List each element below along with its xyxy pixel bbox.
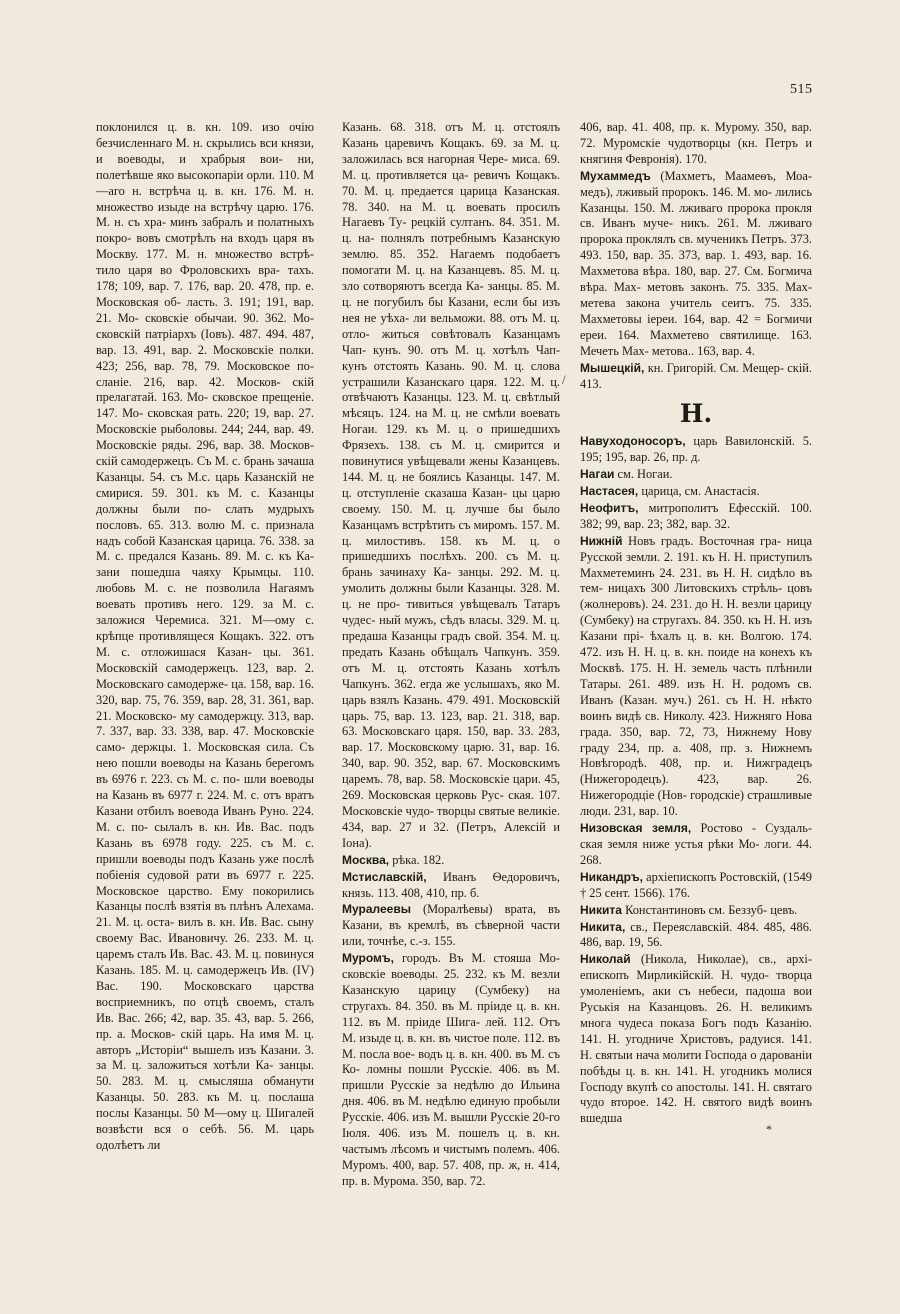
entry-text: (Никола, Николае), св., архі- епископъ Мирликійскій. Н. чудо- творца умоленіемъ, аки съ небеси, падоша вои Руськія на Казанцовъ. 26. Н. великимъ многа чудеса показа Богъ подъ Казанію. 141. Н. угодниче Христовъ, радуися. 141. Н. святыи нача молити Господа о дарованіи побѣды ц. в. кн. 141. Н. угодникъ молися Господу вкупѣ со апостолы. 141. Н. святаго чудо второе. 142. Н. святого видѣ воинъ вшедша xyxy=(580,952,812,1126)
entry-text: Новъ градъ. Восточная гра- ница Русской земли. 2. 191. къ Н. Н. приступилъ Махметеминъ 24. 231. въ Н. Н. сидѣло въ тем- ницахъ 300 Литовскихъ стрѣль- цовъ (жолнеровъ). 24. 231. до Н. Н. везли царицу (Сумбеку) на стругахъ. 84. 350. къ Н. Н. изъ Казани прі- ѣхалъ ц. в. кн. Волгою. 174. 472. изъ Н. Н. ц. в. кн. поиде на конехъ къ Москвѣ. 175. Н. Н. земель часть плѣнили Татары. 261. 489. изъ Н. Н. родомъ св. Иванъ (Казан. муч.) 261. съ Н. Н. нѣкто воинъ видѣ св. Николу. 423. Нижняго Нова града. 350, вар. 72, 73, Нижнему Нову граду 234, пр. а. 408, пр. з. Нижнемъ Новѣгородѣ. 408, пр. и. Нижградецъ (Нижегородецъ). 423, вар. 26. Нижегородціе (Нов- городскіе) страшливые люди. 231, вар. 10. xyxy=(580,533,812,819)
index-entry xyxy=(580,821,812,869)
entry-headword: Николай xyxy=(580,952,631,967)
entry-text: царица, см. Анастасія. xyxy=(641,484,760,499)
entry-text: Константиновъ см. Беззуб- цевъ. xyxy=(625,902,798,917)
column-2 xyxy=(342,120,560,1191)
asterisk-mark: * xyxy=(766,1122,772,1136)
entry-headword: Муралеевы xyxy=(342,902,411,917)
entry-text: Ростово - Суздаль- ская земля ниже устья рѣки Мо- логи. 44. 268. xyxy=(580,821,812,867)
entry-text: Казань. 68. 318. отъ М. ц. отстоялъ Казань царевичъ Кощакъ. 69. за М. ц. заложилась вся нагорная Чере- миса. 69. М. ц. противляется ца- ревичъ Кощакъ. 70. М. ц. предается царица Казанская. 78. 340. на М. ц. воевать просилъ Нагаевъ Ту- рецкій султанъ. 84. 351. М. ц. на- полнялъ потребнымъ Казанскую землю. 85. 352. Нагаемъ подобаетъ помогати М. ц. на Казанцевъ. 85. М. ц. зло сотворяютъ всегда Ка- занцы. 85. М. ц. не погубилъ бы Казани, если бы изъ нея не уѣха- ли вельможи. 88. отъ М. ц. отло- житься совѣтовалъ Казанцамъ Чап- кунъ. 90. отъ М. ц. хотѣлъ Чап- кунъ отстоять Казань. 90. М. ц. слова устрашили Казанскаго царя. 122. М. ц. отвѣчаютъ Казанцы. 123. М. ц. свѣтлый мѣсяцъ. 124. на М. ц. не смѣли воевать Ногаи. 129. къ М. ц. о пришедшихъ Фрязехъ. 138. съ М. ц. смирится и повинутися увѣщевали жены Казанцевъ. 144. М. ц. не боялись Казанцы. 147. М. ц. отступленіе сказаша Казан- цы царю своему. 150. М. ц. лучше бы было Казанцамъ встрѣтить съ миромъ. 157. М. ц. милостивъ. 158. къ М. ц. о пришедшихъ послѣхъ. 200. съ М. ц. брань зачинаху Ка- занцы. 292. М. ц. умолить должны были Казанцы. 328. М. ц. не про- тивиться увѣщевалъ Татаръ чудес- ный мужъ, сѣдъ власы. 329. М. ц. предаша Казанцы градъ свой. 354. М. ц. предать Казань обѣщалъ Чапкунъ. 359. отъ М. ц. отстоять Казань хотѣлъ Чапкунъ. 362. егда же услышахъ, яко М. царь взялъ Казань. 479. 491. Московскій царь. 75, вар. 13. 123, вар. 21. 318, вар. 63. Московскаго царя. 150, вар. 33. 283, вар. 17. Московскому царю. 31, вар. 16. 340, вар. 90. 352, вар. 67. Московскимъ царемъ. 78, вар. 58. Московскіе цари. 45, 269. Московская церковь Рус- ская. 107. Московскіе чудо- творцы святые великіе. 434, вар. 27 и 32. (Петръ, Алексій и Іона). xyxy=(342,120,560,850)
page-number: 515 xyxy=(790,82,813,97)
entry-headword: Москва, xyxy=(342,852,390,867)
entry-text: св., Переяславскій. 484. 485, 486. 486, вар. 19, 56. xyxy=(580,919,812,950)
entry-text: поклонился ц. в. кн. 109. изо очію безчисленнаго М. н. скрылись вси князи, и воеводы, и храбрыя вои- ни, полетѣвше яко высокопаріи орли. 110. М—аго н. встрѣча ц. в. кн. 176. М. н. множество изыде на встрѣчу царю. 176. М. н. съ хра- минъ забралъ и полатныхъ покро- вовъ смотрѣлъ на входъ царя въ Москву. 177. М. н. множество встрѣ- тило царя во Фроловскихъ вра- тахъ. 178; 109, вар. 7. 176, вар. 20. 478, пр. е. Московская об- ласть. 3. 191; 191, вар. 21. Мо- сковскіе обычаи. 90. 362. Мо- сковскій патріархъ (Іовъ). 487. 494. 487, вар. 13. 491, вар. 2. Московскіе полки. 423; 256, вар. 78, 79. Московское по- сланіе. 216, вар. 42. Москов- скій прелагатай. 163. Мо- сковское прещеніе. 147. Мо- сковская рать. 220; 19, вар. 27. Московскіе рыболовы. 244; 244, вар. 49. Московскіе ряды. 296, вар. 38. Москов- скій самодержецъ. Съ М. с. брань зачаша Казанцы. 54. съ М.с. царь Казанскій не смирися. 59. 301. къ М. с. Казанцы должны были по- слать мудрыхъ пословъ. 65. 313. волю М. с. признала надъ собой Казанская царица. 76. 338. за М. с. предался Казань. 89. М. с. къ Ка- зани пошедша чаяху Крымцы. 110. любовь М. с. не позволила Нагаямъ воевать противъ него. 129. за М. с. заложися Черемиса. 321. М—ому с. крѣпце противлящеся Кощакъ. 322. отъ М. с. отложишася Казан- цы. 361. Московскій самодержецъ. 123, вар. 2. Московскаго самодерже- ца. 158, вар. 16. 320, вар. 75, 76. 359, вар. 28, 31. 361, вар. 21. Московско- му самодержцу. 313, вар. 7. 337, вар. 33. 338, вар. 47. Московскіе само- держцы. 1. Московская сила. Съ нею пошли воеводы на Казань берегомъ въ 6976 г. 223. съ М. с. по- шли воеводы на Казань въ 6977 г. 224. М. с. отъ вратъ Казани отбилъ воевода Иванъ Руно. 224. М. с. по- сылалъ в. кн. Ив. Вас. подъ Казань въ 6978 году. 225. съ М. с. пришли воеводы подъ Казань уже послѣ побіенія судовой рати въ 6977 г. 225. Московское царство. Ему покорились Казанцы послѣ взятія въ плѣнъ Алехама. 21. М. ц. оста- вилъ в. кн. Ив. Вас. сыну своему Вас. Ивановичу. 26. 233. М. ц. царемъ сталъ Ив. Вас. 43. М. ц. повинуся Казань. 185. М. ц. самодержецъ Ив. (IV) Вас. 190. Московскаго царства восприемникъ, по отцѣ своемъ, сталъ Ив. Вас. 266; 42, вар. 35. 43, вар. 5. 266, пр. а. Москов- скій царь. На имя М. ц. авторъ „Исторіи“ вышелъ изъ Казани. 3. за М. ц. заложиться хотѣли Ка- занцы. 50. 283. М. ц. смысляша обманути Казанцы. 50. 283. къ М. ц. послаша послы Казанцы. 50 М—ому ц. Шигалей возвѣсти вся о себѣ. 56. М. царь одолѣетъ ли xyxy=(96,120,314,1152)
index-entry xyxy=(96,120,314,1154)
index-entry xyxy=(580,169,812,360)
index-entry xyxy=(342,951,560,1190)
index-entry xyxy=(580,434,812,466)
entry-text: митрополитъ Ефесскій. 100. 382; 99, вар. 23; 382, вар. 32. xyxy=(580,500,812,531)
index-entry xyxy=(580,467,812,483)
column-1 xyxy=(96,120,314,1155)
margin-mark: / xyxy=(562,372,566,387)
entry-headword: Муромъ, xyxy=(342,951,394,966)
entry-headword: Мстиславскій, xyxy=(342,869,427,884)
index-entry xyxy=(580,534,812,820)
entry-headword: Мышецкій, xyxy=(580,360,645,375)
entry-text: (Моралѣевы) врата, въ Казани, въ кремлѣ, въ сѣверной части или, точнѣе, с.-з. 155. xyxy=(342,902,560,949)
entry-headword: Мухаммедъ xyxy=(580,168,651,183)
index-entry xyxy=(580,361,812,393)
entry-text: кн. Григорій. См. Мещер- скій. 413. xyxy=(580,360,812,391)
entry-text: царь Вавилонскій. 5. 195; 195, вар. 26, пр. д. xyxy=(580,434,812,465)
index-entry xyxy=(580,484,812,500)
entry-text: 406, вар. 41. 408, пр. к. Мурому. 350, вар. 72. Муромскіе чудотворцы (кн. Петръ и княгиня Февронія). 170. xyxy=(580,120,812,166)
entry-headword: Настасея, xyxy=(580,484,639,499)
section-letter-heading: Н. xyxy=(679,399,713,429)
index-entry xyxy=(580,120,812,168)
entry-text: см. Ногаи. xyxy=(617,467,673,482)
entry-headword: Никандръ, xyxy=(580,869,643,884)
entry-text: (Махметъ, Маамеѳъ, Моа- медъ), лживый пророкъ. 146. М. мо- лились Казанцы. 150. М. лживаго пророка прокля св. Иванъ муче- никъ. 261. М. лживаго пророка проклялъ св. мученикъ Петръ. 373. 493. 150, вар. 35. 373, вар. 1. 493, вар. 16. Махметова вѣра. 180, вар. 27. См. Богмича вѣра. Мах- метовъ законъ. 75. 335. Мах- метева закона учитель сеитъ. 75. 335. Махметовы іереи. 164, вар. 42 = Богмичи ереи. 164. Махметево святилище. 163. Мечеть Мах- метова.. 163, вар. 4. xyxy=(580,168,812,358)
index-entry xyxy=(342,902,560,950)
entry-headword: Низовская земля, xyxy=(580,821,692,836)
entry-headword: Нижній xyxy=(580,533,623,548)
index-entry xyxy=(342,853,560,869)
entry-headword: Нагаи xyxy=(580,467,615,482)
index-entry xyxy=(580,920,812,952)
entry-text: городъ. Въ М. стояша Мо- сковскіе воеводы. 25. 232. къ М. везли Казанскую царицу (Сумбеку) на стругахъ. 84. 350. въ М. пріиде ц. в. кн. 112. въ М. пріиде Шига- лей. 112. Отъ М. изыде ц. в. кн. въ чистое поле. 112. въ М. посла вое- водъ ц. в. кн. 400. въ М. съ Ко- ломны пошли Русскіе. 406. въ М. пришли Русскіе за недѣлю до Ильина дня. 406. въ М. недѣлю единую пробыли Русскіе. 406. изъ М. вышли Русскіе 20-го Іюля. 406. изъ М. пошелъ ц. в. кн. частымъ лѣсомъ и чистымъ полемъ. 406. Муромъ. 400, вар. 57. 408, пр. ж, н. 414, пр. в. Мурома. 350, вар. 72. xyxy=(342,951,560,1188)
entry-headword: Никита xyxy=(580,902,622,917)
index-entry xyxy=(580,903,812,919)
entry-headword: Неофитъ, xyxy=(580,500,639,515)
index-entry xyxy=(580,952,812,1127)
column-3 xyxy=(580,120,812,1128)
entry-text: архіепископъ Ростовскій, (1549 † 25 сент. 1566). 176. xyxy=(580,869,812,900)
index-entry xyxy=(342,120,560,852)
index-entry xyxy=(342,870,560,902)
entry-headword: Навуходоносоръ, xyxy=(580,434,686,449)
entry-text: Иванъ Ѳедоровичъ, князь. 113. 408, 410, пр. б. xyxy=(342,869,560,900)
index-entry xyxy=(580,870,812,902)
entry-headword: Никита, xyxy=(580,919,626,934)
index-entry xyxy=(580,501,812,533)
entry-text: рѣка. 182. xyxy=(392,852,445,867)
